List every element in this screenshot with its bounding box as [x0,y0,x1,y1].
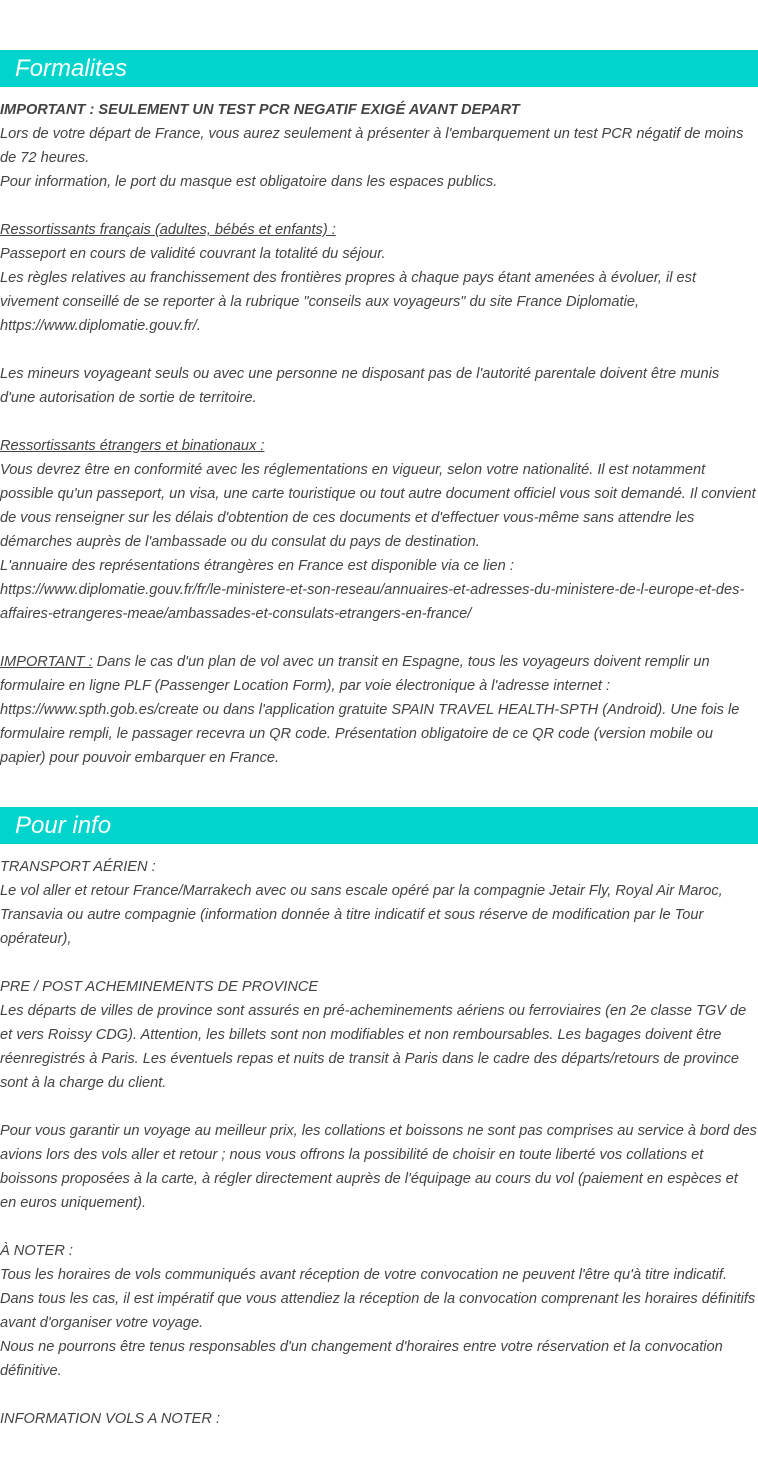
paragraph: Tous les horaires de vols communiqués avant réception de votre convocation ne peuvent l'être qu'à titre indicatif. [0,1267,728,1283]
subheading-transport: TRANSPORT AÉRIEN : [0,859,156,875]
paragraph: Les règles relatives au franchissement des frontières propres à chaque pays étant amenées à évoluer, il est vivement conseillé de se reporter à la rubrique "conseils aux voyageurs" du site France Diplomatie, https://www.diplomatie.gouv.fr/. [0,270,697,334]
formalites-content [0,98,758,770]
spacer [0,410,758,434]
subheading-foreign-nationals: Ressortissants étrangers et binationaux : [0,438,265,454]
link-text: https://www.diplomatie.gouv.fr/fr/le-ministere-et-son-reseau/annuaires-et-adresses-du-ministere-de-l-europe-et-des-affaires-etrangeres-meae/ambassades-et-consulats-etrangers-en-france/ [0,582,745,622]
section-header-pour-info [0,807,758,844]
paragraph: Vous devrez être en conformité avec les réglementations en vigueur, selon votre nationalité. Il est notamment possible qu'un passeport, un visa, une carte touristique ou tout autre document officiel vous soit demandé. Il convient de vous renseigner sur les délais d'obtention de ces documents et d'effectuer vous-même sans attendre les démarches auprès de l'ambassade ou du consulat du pays de destination. [0,462,756,550]
spacer [0,1383,758,1407]
important-label: IMPORTANT : [0,654,93,670]
spacer [0,1095,758,1119]
spacer [0,1215,758,1239]
paragraph: Pour information, le port du masque est obligatoire dans les espaces publics. [0,174,498,190]
spacer [0,338,758,362]
paragraph: Les mineurs voyageant seuls ou avec une personne ne disposant pas de l'autorité parentale doivent être munis d'une autorisation de sortie de territoire. [0,366,720,406]
paragraph: Dans tous les cas, il est impératif que vous attendiez la réception de la convocation comprenant les horaires définitifs avant d'organiser votre voyage. [0,1291,756,1331]
paragraph: Les départs de villes de province sont assurés en pré-acheminements aériens ou ferroviaires (en 2e classe TGV de et vers Roissy CDG). Attention, les billets sont non modifiables et non remboursables. Les bagages doivent être réenregistrés à Paris. Les éventuels repas et nuits de transit à Paris dans le cadre des départs/retours de province sont à la charge du client. [0,1003,747,1091]
section-title: Formalites [15,55,128,82]
paragraph: Nous ne pourrons être tenus responsables d'un changement d'horaires entre votre réservation et la convocation définitive. [0,1339,723,1379]
paragraph: Le vol aller et retour France/Marrakech avec ou sans escale opéré par la compagnie Jetair Fly, Royal Air Maroc, Transavia ou autre compagnie (information donnée à titre indicatif et sous réserve de modification par le Tour opérateur), [0,883,723,947]
spacer [0,194,758,218]
subheading-flights: INFORMATION VOLS A NOTER : [0,1411,221,1427]
subheading-french-nationals: Ressortissants français (adultes, bébés et enfants) : [0,222,336,238]
paragraph: Passeport en cours de validité couvrant la totalité du séjour. [0,246,386,262]
section-title: Pour info [15,812,112,839]
important-heading: IMPORTANT : SEULEMENT UN TEST PCR NEGATIF EXIGÉ AVANT DEPART [0,102,520,118]
paragraph: Pour vous garantir un voyage au meilleur prix, les collations et boissons ne sont pas comprises au service à bord des avions lors des vols aller et retour ; nous vous offrons la possibilité de choisir en toute liberté vos collations et boissons proposées à la carte, à régler directement auprès de l'équipage au cours du vol (paiement en espèces et en euros uniquement). [0,1123,757,1211]
spacer [0,626,758,650]
paragraph: Lors de votre départ de France, vous aurez seulement à présenter à l'embarquement un test PCR négatif de moins de 72 heures. [0,126,744,166]
important-notice [0,650,758,770]
subheading-pre-post: PRE / POST ACHEMINEMENTS DE PROVINCE [0,979,319,995]
section-header-formalites [0,50,758,87]
subheading-note: À NOTER : [0,1243,73,1259]
pour-info-content [0,855,758,1431]
spacer [0,951,758,975]
paragraph: L'annuaire des représentations étrangères en France est disponible via ce lien : [0,558,514,574]
important-text: Dans le cas d'un plan de vol avec un transit en Espagne, tous les voyageurs doivent remplir un formulaire en ligne PLF (Passenger Location Form), par voie électronique à l'adresse internet : https://www.spth.gob.es/create ou dans l'application gratuite SPAIN TRAVEL HEALTH-SPTH (Android). Une fois le formulaire rempli, le passager recevra un QR code. Présentation obligatoire de ce QR code (version mobile ou papier) pour pouvoir embarquer en France. [0,654,740,766]
